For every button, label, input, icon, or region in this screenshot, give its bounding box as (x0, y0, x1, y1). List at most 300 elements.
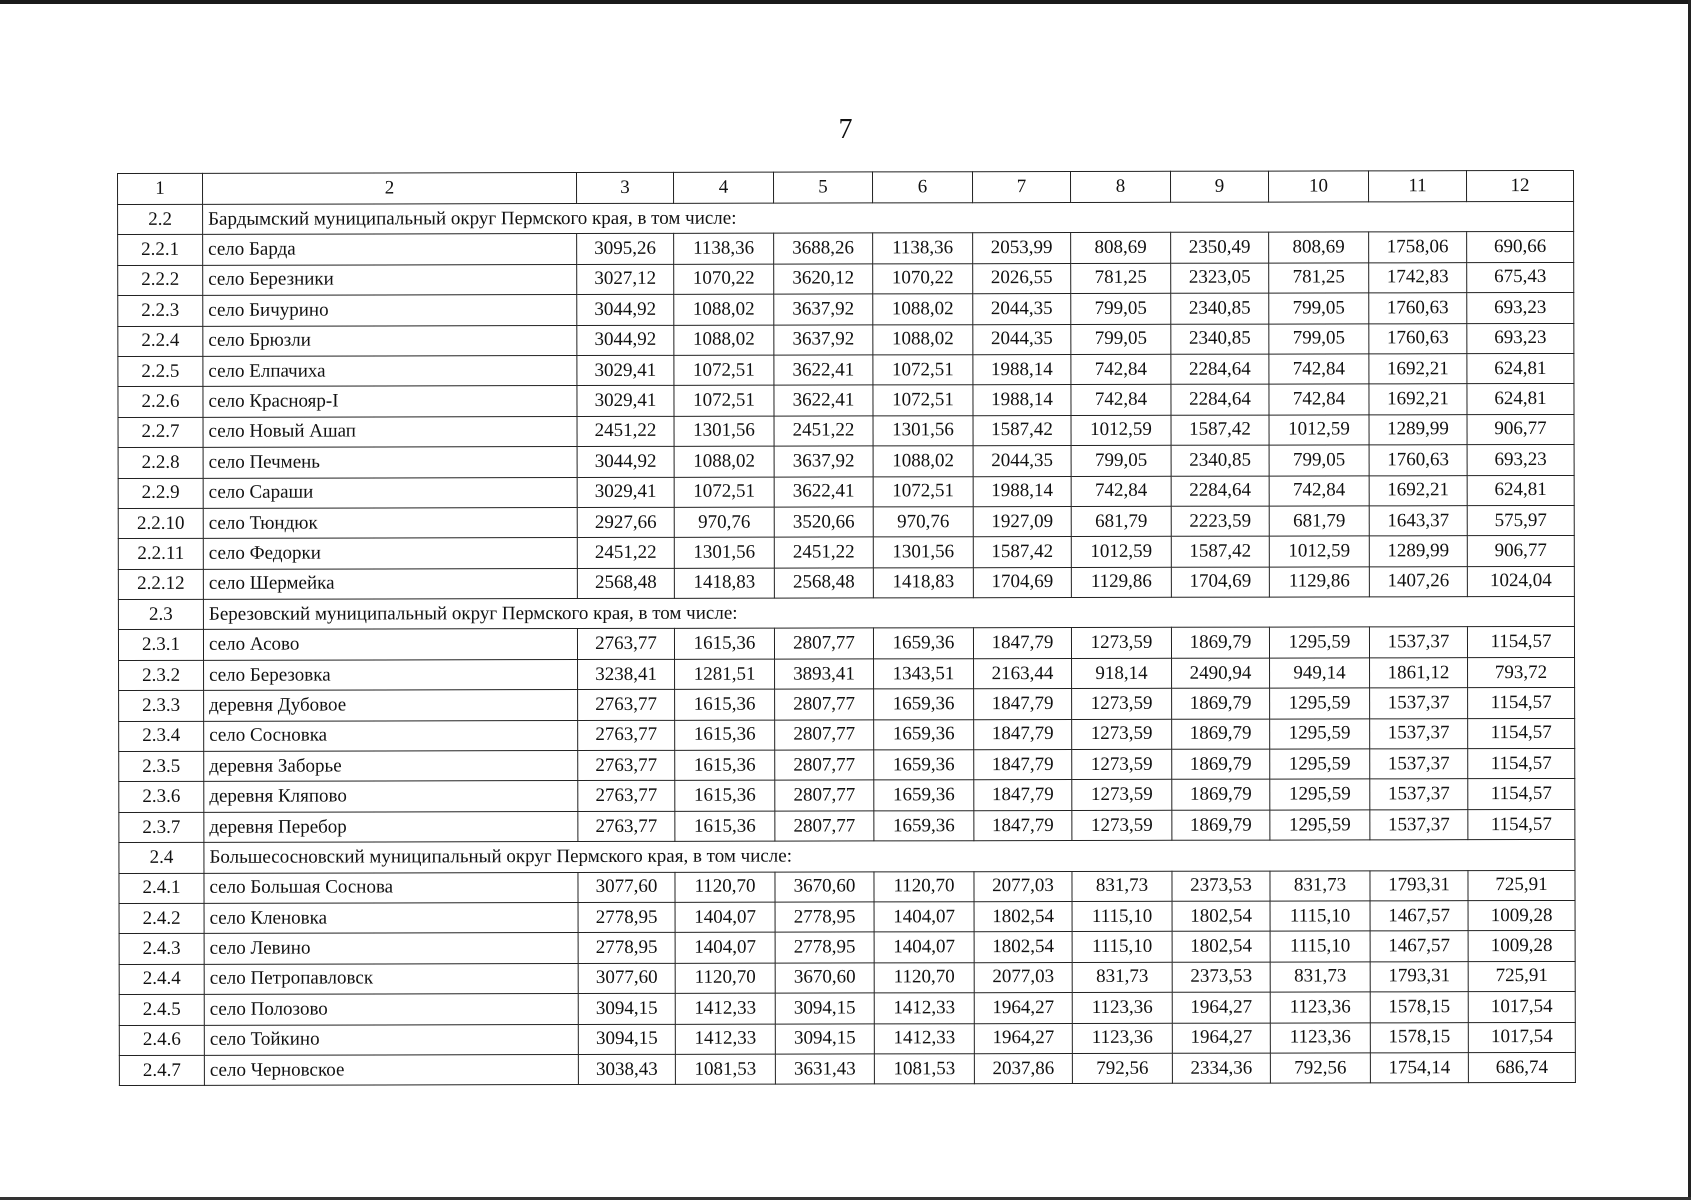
column-number-cell: 11 (1368, 171, 1466, 202)
value-cell: 1802,54 (974, 901, 1072, 932)
value-cell: 970,76 (873, 507, 973, 538)
value-cell: 2490,94 (1172, 658, 1270, 689)
group-code: 2.3 (118, 599, 203, 630)
table-row (119, 992, 1575, 1025)
group-title: Большесосновский муниципальный округ Пермского края, в том числе: (204, 840, 1575, 873)
value-cell: 3670,60 (775, 963, 874, 994)
value-cell: 3027,12 (577, 264, 674, 295)
value-cell: 1273,59 (1072, 810, 1172, 841)
value-cell: 1295,59 (1270, 779, 1370, 810)
value-cell: 742,84 (1269, 475, 1369, 506)
value-cell: 1404,07 (874, 902, 974, 933)
table-row (119, 657, 1575, 690)
table-row (118, 627, 1574, 660)
row-code: 2.2.2 (118, 265, 203, 296)
row-code: 2.4.6 (119, 1025, 204, 1056)
table-row (119, 779, 1575, 812)
value-cell: 2044,35 (973, 294, 1071, 325)
value-cell: 1847,79 (974, 810, 1072, 841)
settlement-name: село Шермейка (203, 568, 577, 599)
value-cell: 2807,77 (775, 811, 874, 842)
value-cell: 1088,02 (873, 446, 973, 477)
value-cell: 1537,37 (1370, 718, 1468, 749)
value-cell: 2373,53 (1172, 871, 1270, 902)
settlement-name: село Кленовка (204, 903, 578, 934)
tariff-table-body (118, 170, 1576, 1085)
settlement-name: село Тойкино (204, 1024, 578, 1055)
value-cell: 1659,36 (874, 689, 974, 720)
value-cell: 3095,26 (577, 234, 674, 265)
scan-border-top (0, 0, 1691, 4)
value-cell: 1659,36 (873, 628, 973, 659)
value-cell: 906,77 (1467, 536, 1574, 567)
table-row (119, 961, 1575, 994)
value-cell: 1301,56 (873, 537, 973, 568)
value-cell: 1024,04 (1467, 566, 1574, 597)
settlement-name: село Краснояр-I (203, 386, 577, 417)
value-cell: 1659,36 (874, 811, 974, 842)
value-cell: 799,05 (1071, 324, 1171, 355)
table-row (118, 353, 1574, 386)
value-cell: 2053,99 (973, 233, 1071, 264)
value-cell: 1869,79 (1172, 749, 1270, 780)
value-cell: 2778,95 (578, 902, 675, 933)
value-cell: 1643,37 (1369, 506, 1467, 537)
value-cell: 1964,27 (974, 993, 1072, 1024)
value-cell: 1070,22 (873, 263, 973, 294)
value-cell: 2763,77 (578, 750, 675, 781)
value-cell: 831,73 (1270, 962, 1370, 993)
settlement-name: село Асово (203, 629, 577, 660)
value-cell: 1154,57 (1468, 779, 1575, 810)
value-cell: 1070,22 (674, 264, 774, 295)
value-cell: 1418,83 (873, 567, 973, 598)
value-cell: 1793,31 (1370, 870, 1468, 901)
value-cell: 2763,77 (578, 690, 675, 721)
row-code: 2.2.5 (118, 356, 203, 387)
value-cell: 1964,27 (974, 1023, 1072, 1054)
value-cell: 1273,59 (1072, 719, 1172, 750)
value-cell: 1072,51 (873, 476, 973, 507)
value-cell: 2807,77 (775, 780, 874, 811)
value-cell: 1404,07 (874, 932, 974, 963)
table-row (118, 536, 1574, 569)
value-cell: 2340,85 (1171, 293, 1269, 324)
settlement-name: село Тюндюк (203, 507, 577, 538)
value-cell: 2044,35 (973, 446, 1071, 477)
value-cell: 1072,51 (674, 477, 774, 508)
value-cell: 1587,42 (1171, 415, 1269, 446)
value-cell: 1295,59 (1269, 627, 1369, 658)
value-cell: 2373,53 (1172, 962, 1270, 993)
value-cell: 1301,56 (873, 415, 973, 446)
value-cell: 3094,15 (578, 993, 675, 1024)
value-cell: 1009,28 (1468, 931, 1575, 962)
value-cell: 2763,77 (578, 720, 675, 751)
value-cell: 1123,36 (1270, 1022, 1370, 1053)
value-cell: 2340,85 (1171, 324, 1269, 355)
value-cell: 725,91 (1468, 870, 1575, 901)
value-cell: 1012,59 (1071, 537, 1171, 568)
group-row (119, 840, 1575, 873)
value-cell: 1988,14 (973, 476, 1071, 507)
value-cell: 1760,63 (1369, 445, 1467, 476)
table-row (118, 505, 1574, 538)
value-cell: 1115,10 (1270, 931, 1370, 962)
value-cell: 1154,57 (1467, 627, 1574, 658)
value-cell: 2044,35 (973, 324, 1071, 355)
value-cell: 2568,48 (774, 568, 873, 599)
value-cell: 792,56 (1270, 1053, 1370, 1084)
value-cell: 742,84 (1071, 354, 1171, 385)
value-cell: 2778,95 (775, 932, 874, 963)
value-cell: 1412,33 (874, 993, 974, 1024)
value-cell: 690,66 (1467, 232, 1574, 263)
row-code: 2.4.1 (119, 873, 204, 904)
settlement-name: село Бичурино (203, 295, 577, 326)
value-cell: 3038,43 (578, 1054, 675, 1085)
value-cell: 918,14 (1072, 658, 1172, 689)
value-cell: 1615,36 (674, 629, 774, 660)
value-cell: 1115,10 (1270, 901, 1370, 932)
value-cell: 1273,59 (1072, 780, 1172, 811)
value-cell: 1412,33 (874, 1023, 974, 1054)
value-cell: 1088,02 (674, 325, 774, 356)
table-row (118, 232, 1574, 265)
table-row (118, 566, 1574, 599)
value-cell: 1692,21 (1369, 354, 1467, 385)
value-cell: 1009,28 (1468, 900, 1575, 931)
value-cell: 1537,37 (1370, 688, 1468, 719)
value-cell: 2451,22 (774, 537, 873, 568)
value-cell: 742,84 (1071, 385, 1171, 416)
value-cell: 2284,64 (1171, 384, 1269, 415)
value-cell: 2778,95 (775, 902, 874, 933)
table-row (118, 475, 1574, 508)
value-cell: 1988,14 (973, 354, 1071, 385)
value-cell: 1578,15 (1370, 992, 1468, 1023)
value-cell: 1537,37 (1370, 779, 1468, 810)
group-code: 2.2 (118, 204, 203, 235)
value-cell: 1120,70 (675, 963, 775, 994)
value-cell: 1017,54 (1468, 1022, 1575, 1053)
value-cell: 3622,41 (774, 476, 873, 507)
value-cell: 1418,83 (674, 568, 774, 599)
row-code: 2.2.6 (118, 387, 203, 418)
value-cell: 1012,59 (1071, 415, 1171, 446)
value-cell: 2778,95 (578, 933, 675, 964)
settlement-name: село Березники (203, 264, 577, 295)
value-cell: 906,77 (1467, 414, 1574, 445)
column-number-cell: 1 (118, 173, 203, 204)
value-cell: 1088,02 (873, 324, 973, 355)
value-cell: 1988,14 (973, 385, 1071, 416)
value-cell: 2037,86 (974, 1053, 1072, 1084)
value-cell: 808,69 (1071, 233, 1171, 264)
settlement-name: село Елпачиха (203, 355, 577, 386)
table-row (119, 688, 1575, 721)
value-cell: 1704,69 (973, 567, 1071, 598)
row-code: 2.3.5 (119, 751, 204, 782)
column-number-cell: 10 (1268, 171, 1368, 202)
row-code: 2.4.3 (119, 934, 204, 965)
value-cell: 1407,26 (1369, 566, 1467, 597)
value-cell: 1072,51 (873, 355, 973, 386)
value-cell: 1869,79 (1172, 719, 1270, 750)
value-cell: 1659,36 (874, 719, 974, 750)
value-cell: 1123,36 (1072, 1023, 1172, 1054)
value-cell: 1088,02 (674, 446, 774, 477)
value-cell: 1692,21 (1369, 475, 1467, 506)
value-cell: 831,73 (1072, 962, 1172, 993)
table-row (118, 262, 1574, 295)
value-cell: 686,74 (1468, 1052, 1575, 1083)
row-code: 2.2.1 (118, 235, 203, 266)
value-cell: 2763,77 (578, 811, 675, 842)
value-cell: 1802,54 (1172, 931, 1270, 962)
settlement-name: село Новый Ашап (203, 416, 577, 447)
value-cell: 1760,63 (1369, 323, 1467, 354)
row-code: 2.2.3 (118, 295, 203, 326)
table-row (118, 323, 1574, 356)
column-number-cell: 9 (1170, 171, 1268, 202)
value-cell: 1869,79 (1172, 810, 1270, 841)
value-cell: 1120,70 (874, 871, 974, 902)
value-cell: 1847,79 (974, 719, 1072, 750)
table-row (118, 293, 1574, 326)
value-cell: 2763,77 (578, 781, 675, 812)
value-cell: 2807,77 (775, 689, 874, 720)
value-cell: 831,73 (1072, 871, 1172, 902)
value-cell: 3637,92 (774, 294, 873, 325)
settlement-name: деревня Перебор (204, 811, 578, 842)
value-cell: 799,05 (1269, 293, 1369, 324)
value-cell: 1869,79 (1171, 628, 1269, 659)
column-number-cell: 4 (673, 172, 773, 203)
row-code: 2.3.1 (118, 630, 203, 661)
value-cell: 970,76 (674, 507, 774, 538)
value-cell: 1404,07 (675, 932, 775, 963)
value-cell: 3893,41 (775, 659, 874, 690)
value-cell: 2807,77 (774, 628, 873, 659)
value-cell: 1754,14 (1370, 1053, 1468, 1084)
value-cell: 799,05 (1071, 445, 1171, 476)
value-cell: 781,25 (1269, 263, 1369, 294)
value-cell: 1615,36 (675, 781, 775, 812)
value-cell: 1758,06 (1369, 232, 1467, 263)
value-cell: 2284,64 (1171, 354, 1269, 385)
settlement-name: село Левино (204, 933, 578, 964)
table-row (118, 414, 1574, 447)
row-code: 2.4.4 (119, 964, 204, 995)
value-cell: 1692,21 (1369, 384, 1467, 415)
table-row (119, 1052, 1575, 1085)
value-cell: 1273,59 (1072, 689, 1172, 720)
value-cell: 1847,79 (974, 780, 1072, 811)
value-cell: 2340,85 (1171, 445, 1269, 476)
value-cell: 2807,77 (775, 720, 874, 751)
value-cell: 3029,41 (577, 477, 674, 508)
value-cell: 624,81 (1467, 353, 1574, 384)
value-cell: 1295,59 (1270, 719, 1370, 750)
value-cell: 1301,56 (674, 537, 774, 568)
value-cell: 1615,36 (675, 750, 775, 781)
value-cell: 1659,36 (874, 780, 974, 811)
value-cell: 2927,66 (577, 507, 674, 538)
value-cell: 1964,27 (1172, 1023, 1270, 1054)
value-cell: 2763,77 (577, 629, 674, 660)
value-cell: 808,69 (1269, 232, 1369, 263)
value-cell: 1281,51 (675, 659, 775, 690)
value-cell: 1578,15 (1370, 1022, 1468, 1053)
value-cell: 1295,59 (1270, 810, 1370, 841)
value-cell: 1793,31 (1370, 961, 1468, 992)
row-code: 2.4.5 (119, 994, 204, 1025)
value-cell: 1129,86 (1269, 567, 1369, 598)
value-cell: 1404,07 (675, 902, 775, 933)
value-cell: 1537,37 (1369, 627, 1467, 658)
value-cell: 1587,42 (1171, 536, 1269, 567)
value-cell: 1072,51 (873, 385, 973, 416)
table-row (119, 1022, 1575, 1055)
settlement-name: село Березовка (204, 659, 578, 690)
value-cell: 1412,33 (675, 1024, 775, 1055)
value-cell: 1138,36 (674, 234, 774, 265)
row-code: 2.3.3 (119, 691, 204, 722)
value-cell: 1154,57 (1468, 718, 1575, 749)
value-cell: 1847,79 (974, 689, 1072, 720)
value-cell: 2451,22 (774, 416, 873, 447)
value-cell: 1123,36 (1270, 992, 1370, 1023)
value-cell: 1154,57 (1468, 688, 1575, 719)
value-cell: 693,23 (1467, 323, 1574, 354)
value-cell: 1012,59 (1269, 536, 1369, 567)
value-cell: 1802,54 (1172, 901, 1270, 932)
row-code: 2.2.10 (118, 508, 203, 539)
row-code: 2.3.4 (119, 721, 204, 752)
value-cell: 3520,66 (774, 507, 873, 538)
value-cell: 1120,70 (874, 962, 974, 993)
value-cell: 1154,57 (1468, 809, 1575, 840)
value-cell: 1537,37 (1370, 749, 1468, 780)
settlement-name: село Сосновка (204, 720, 578, 751)
table-row (118, 445, 1574, 478)
column-number-cell: 5 (773, 172, 872, 203)
row-code: 2.4.2 (119, 903, 204, 934)
value-cell: 1273,59 (1071, 628, 1171, 659)
value-cell: 1115,10 (1072, 901, 1172, 932)
value-cell: 1115,10 (1072, 932, 1172, 963)
row-code: 2.2.9 (118, 478, 203, 509)
value-cell: 1847,79 (974, 750, 1072, 781)
tariff-table (117, 170, 1576, 1086)
settlement-name: село Барда (203, 234, 577, 265)
value-cell: 1412,33 (675, 993, 775, 1024)
value-cell: 3688,26 (774, 233, 873, 264)
value-cell: 1615,36 (675, 811, 775, 842)
row-code: 2.3.2 (119, 660, 204, 691)
value-cell: 1869,79 (1172, 780, 1270, 811)
value-cell: 1120,70 (675, 872, 775, 903)
row-code: 2.2.12 (118, 569, 203, 600)
settlement-name: село Большая Соснова (204, 872, 578, 903)
value-cell: 3622,41 (774, 385, 873, 416)
table-row (119, 870, 1575, 903)
value-cell: 2077,03 (974, 871, 1072, 902)
value-cell: 1537,37 (1370, 809, 1468, 840)
settlement-name: село Сараши (203, 477, 577, 508)
row-code: 2.2.11 (118, 539, 203, 570)
value-cell: 2568,48 (577, 568, 674, 599)
value-cell: 1072,51 (674, 355, 774, 386)
value-cell: 3620,12 (774, 264, 873, 295)
value-cell: 1154,57 (1468, 748, 1575, 779)
value-cell: 1861,12 (1370, 658, 1468, 689)
settlement-name: село Печмень (203, 447, 577, 478)
column-number-cell: 6 (872, 172, 972, 203)
table-row (119, 718, 1575, 751)
value-cell: 3637,92 (774, 324, 873, 355)
value-cell: 2163,44 (974, 658, 1072, 689)
value-cell: 1081,53 (874, 1054, 974, 1085)
group-title: Березовский муниципальный округ Пермского края, в том числе: (203, 597, 1574, 630)
value-cell: 1295,59 (1270, 749, 1370, 780)
value-cell: 1138,36 (873, 233, 973, 264)
value-cell: 3637,92 (774, 446, 873, 477)
value-cell: 1869,79 (1172, 688, 1270, 719)
value-cell: 2334,36 (1172, 1053, 1270, 1084)
group-code: 2.4 (119, 843, 204, 874)
value-cell: 3044,92 (577, 295, 674, 326)
value-cell: 1847,79 (973, 628, 1071, 659)
column-number-row (118, 170, 1574, 204)
value-cell: 3077,60 (578, 963, 675, 994)
value-cell: 3622,41 (774, 355, 873, 386)
value-cell: 1301,56 (674, 416, 774, 447)
column-number-cell: 2 (203, 173, 577, 205)
value-cell: 1088,02 (674, 294, 774, 325)
value-cell: 1802,54 (974, 932, 1072, 963)
row-code: 2.3.6 (119, 782, 204, 813)
value-cell: 831,73 (1270, 870, 1370, 901)
value-cell: 1012,59 (1269, 415, 1369, 446)
settlement-name: село Петропавловск (204, 963, 578, 994)
value-cell: 3094,15 (775, 993, 874, 1024)
value-cell: 1129,86 (1071, 567, 1171, 598)
settlement-name: село Черновское (204, 1054, 578, 1085)
value-cell: 1123,36 (1072, 992, 1172, 1023)
value-cell: 1659,36 (874, 750, 974, 781)
value-cell: 1615,36 (675, 720, 775, 751)
value-cell: 2451,22 (577, 416, 674, 447)
value-cell: 793,72 (1468, 657, 1575, 688)
column-number-cell: 3 (577, 172, 674, 203)
value-cell: 1467,57 (1370, 931, 1468, 962)
value-cell: 949,14 (1270, 658, 1370, 689)
value-cell: 1587,42 (973, 415, 1071, 446)
row-code: 2.2.8 (118, 447, 203, 478)
group-title: Бардымский муниципальный округ Пермского края, в том числе: (203, 201, 1574, 234)
row-code: 2.4.7 (119, 1055, 204, 1086)
value-cell: 675,43 (1467, 262, 1574, 293)
table-row (119, 900, 1575, 933)
value-cell: 799,05 (1071, 293, 1171, 324)
value-cell: 681,79 (1269, 506, 1369, 537)
value-cell: 781,25 (1071, 263, 1171, 294)
row-code: 2.3.7 (119, 812, 204, 843)
value-cell: 792,56 (1072, 1053, 1172, 1084)
value-cell: 799,05 (1269, 445, 1369, 476)
